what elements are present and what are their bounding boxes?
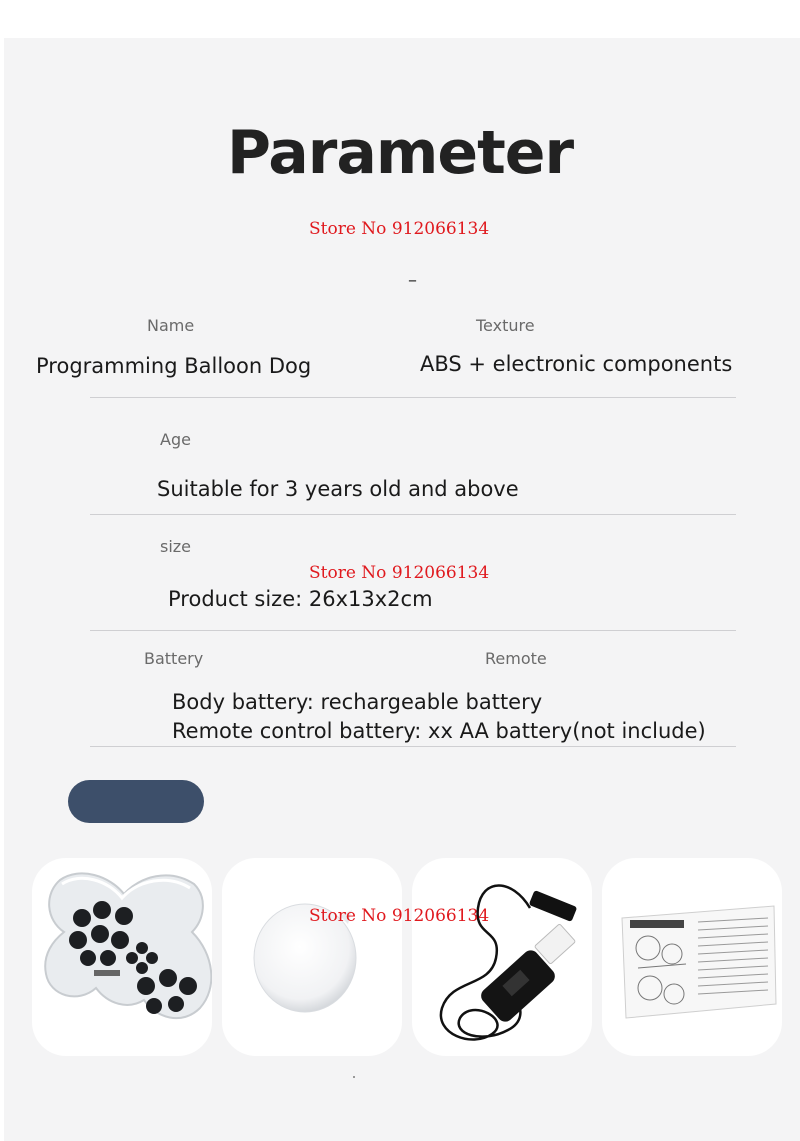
battery-line-1: Body battery: rechargeable battery: [172, 690, 543, 714]
store-watermark-middle: Store No 912066134: [309, 563, 490, 583]
usb-cable-card: [412, 858, 592, 1056]
size-label: size: [160, 537, 192, 556]
instruction-manual-card: [602, 858, 782, 1056]
name-value: Programming Balloon Dog: [36, 354, 312, 378]
name-label: Name: [147, 316, 195, 335]
page-title: Parameter: [226, 118, 574, 188]
divider-4: [90, 746, 736, 747]
battery-label: Battery: [144, 649, 204, 668]
age-value: Suitable for 3 years old and above: [157, 477, 519, 501]
store-watermark-top: Store No 912066134: [309, 219, 490, 239]
texture-label: Texture: [476, 316, 535, 335]
usb-cable-icon: [412, 858, 592, 1056]
divider-3: [90, 630, 736, 631]
manual-icon: [602, 858, 782, 1056]
accent-pill: [68, 780, 204, 823]
divider-2: [90, 514, 736, 515]
remote-controller-card: [32, 858, 212, 1056]
balloon-card: [222, 858, 402, 1056]
balloon-icon: [222, 858, 402, 1056]
remote-label: Remote: [485, 649, 547, 668]
store-watermark-bottom: Store No 912066134: [309, 906, 490, 926]
remote-controller-icon: [32, 858, 212, 1056]
speck: [353, 1076, 355, 1078]
texture-value: ABS + electronic components: [420, 352, 733, 376]
age-label: Age: [160, 430, 191, 449]
battery-line-2: Remote control battery: xx AA battery(not include): [172, 719, 706, 743]
dash-mark: –: [408, 270, 417, 291]
divider-1: [90, 397, 736, 398]
size-value: Product size: 26x13x2cm: [168, 587, 433, 611]
